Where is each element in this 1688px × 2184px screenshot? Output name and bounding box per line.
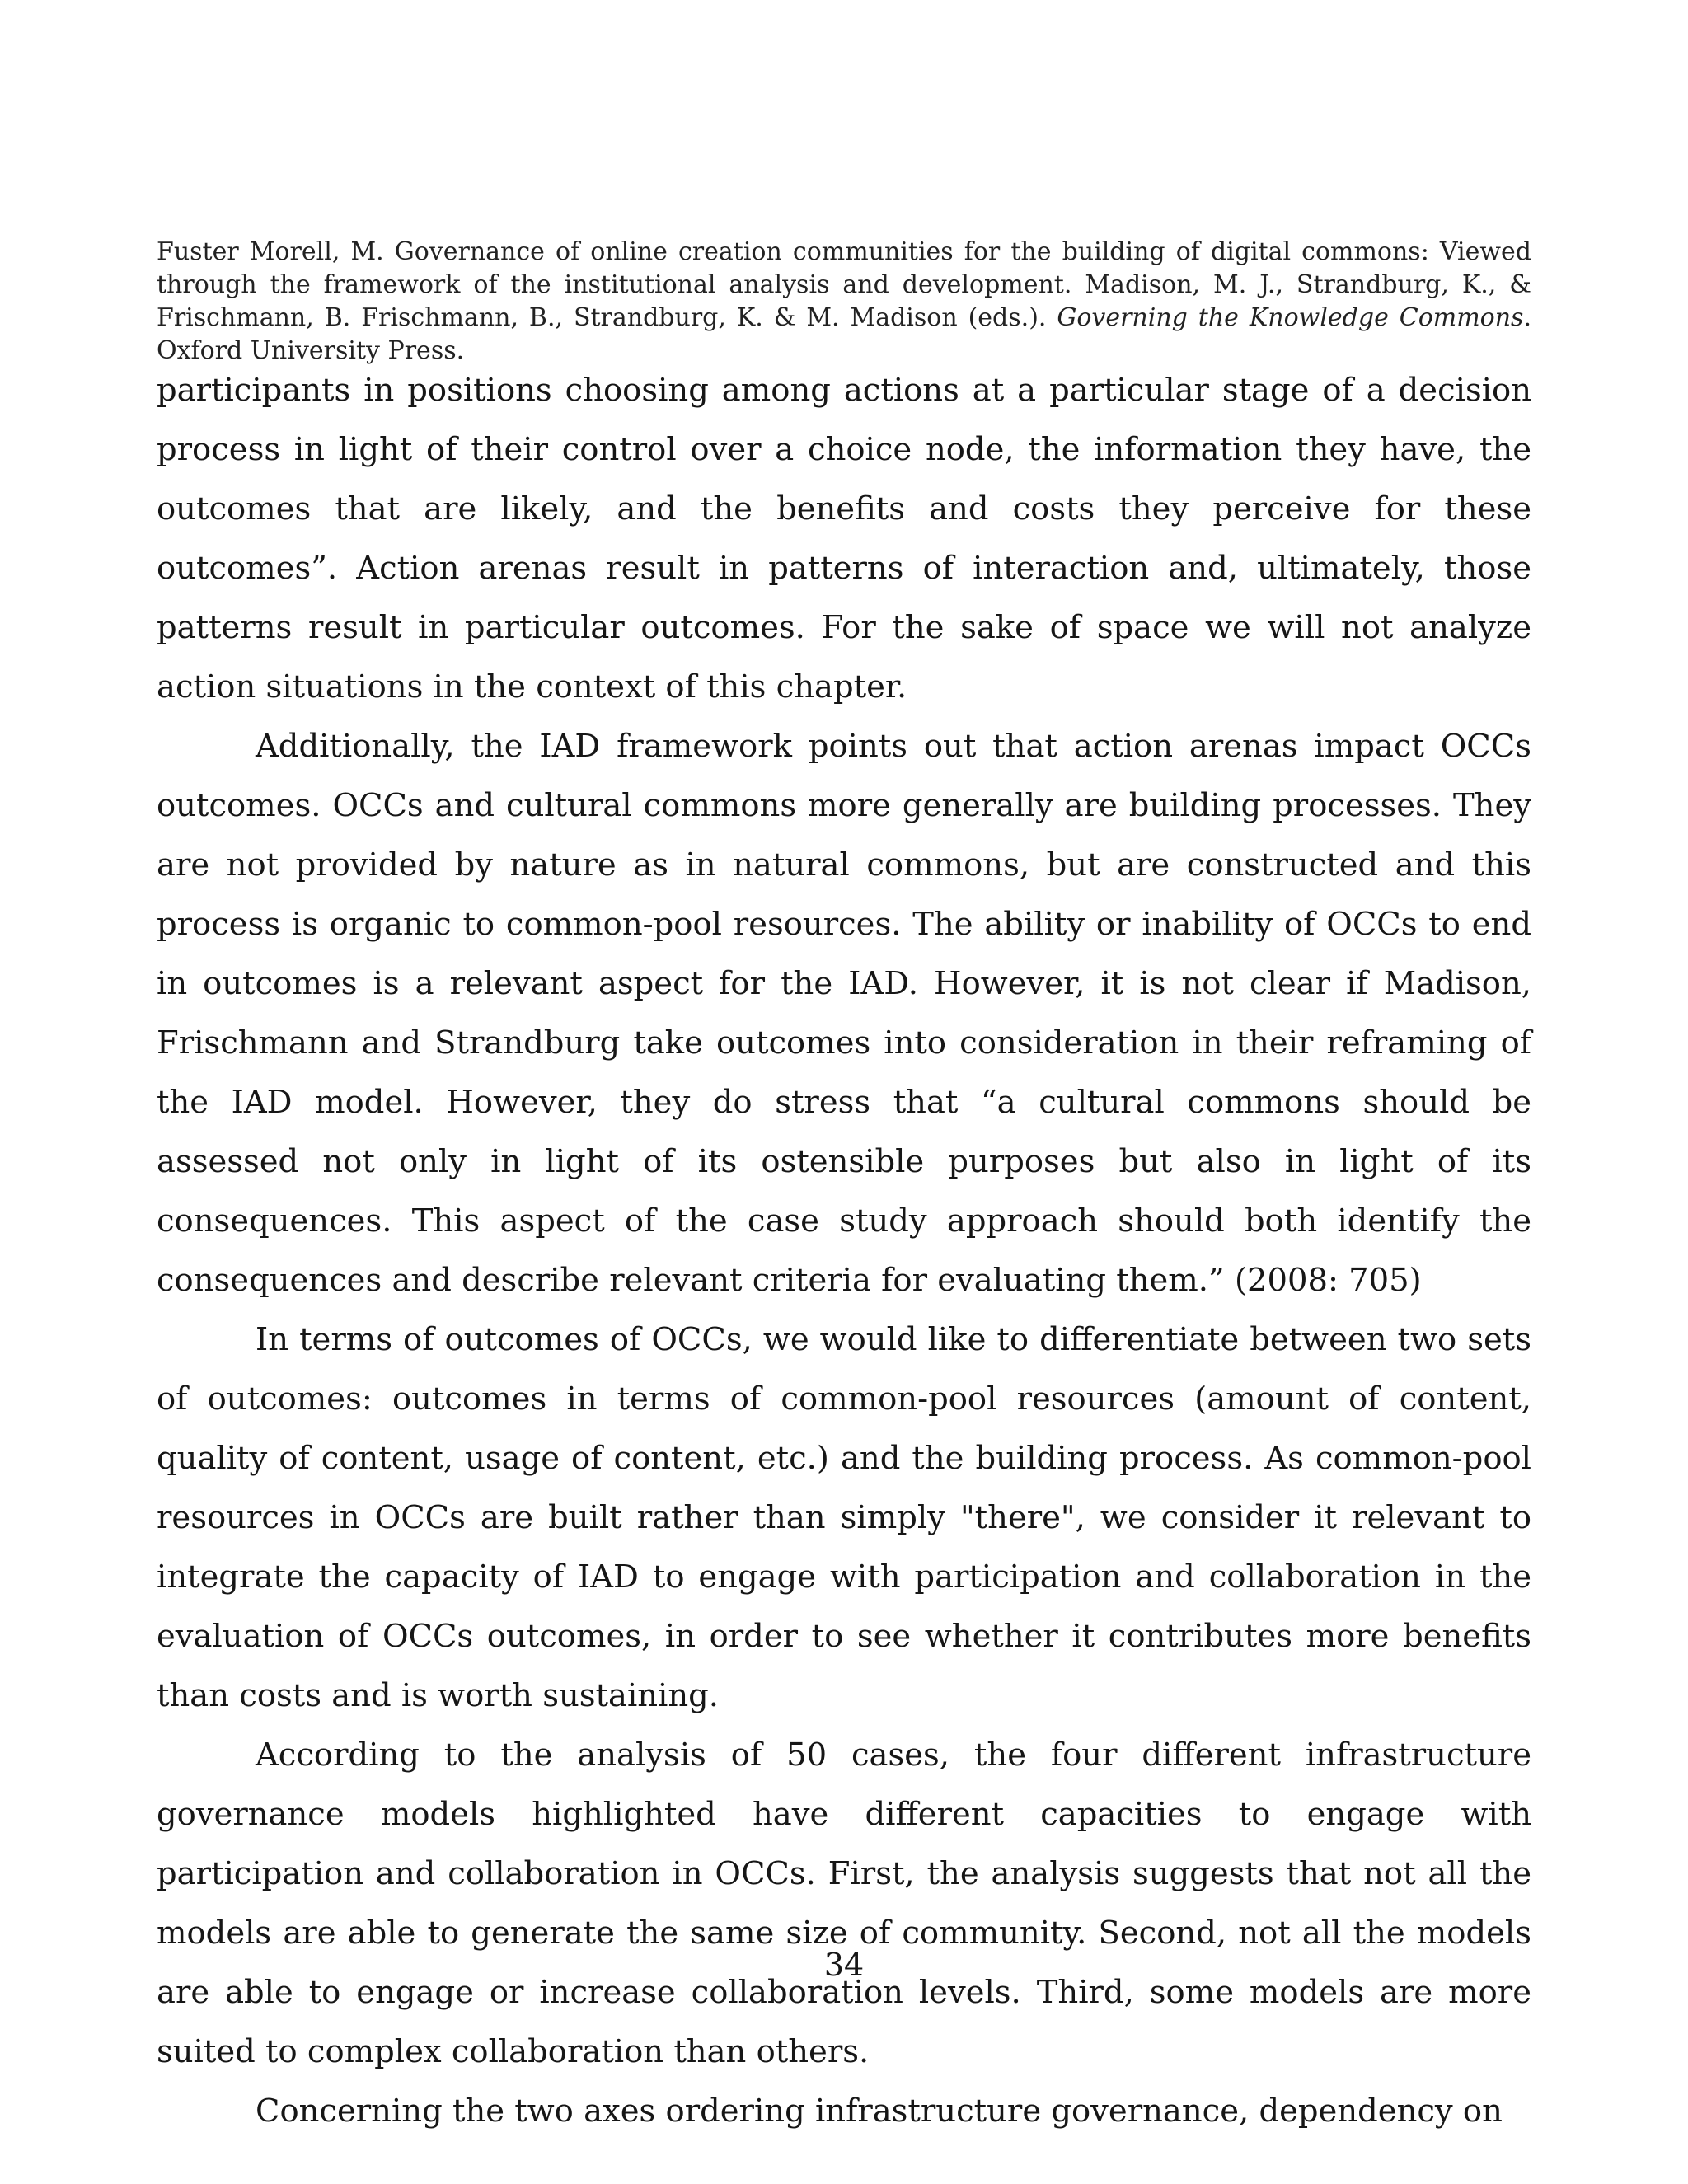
citation-header [157,236,1531,368]
paragraph-continuation: participants in positions choosing among actions at a particular stage of a decision process in light of their control over a choice node, the information they have, the outcomes that are likely, and the benefits and costs they perceive for these outcomes”. Action arenas result in patterns of interaction and, ultimately, those patterns result in particular outcomes. For the sake of space we will not analyze action situations in the context of this chapter. [157,372,1531,705]
body-text [157,361,1531,2141]
citation-book-title: Governing the Knowledge Commons [1057,303,1524,332]
paragraph-occ-outcomes: In terms of outcomes of OCCs, we would like to differentiate between two sets of outcomes: outcomes in terms of common-pool resources (amount of content, quality of content, usage of content, etc.) and the building process. As common-pool resources in OCCs are built rather than simply "there", we consider it relevant to integrate the capacity of IAD to engage with participation and collaboration in the evaluation of OCCs outcomes, in order to see whether it contributes more benefits than costs and is worth sustaining. [157,1321,1531,1714]
paragraph-governance-models: According to the analysis of 50 cases, the four different infrastructure governance models highlighted have different capacities to engage with participation and collaboration in OCCs. First, the analysis suggests that not all the models are able to generate the same size of community. Second, not all the models are able to engage or increase collaboration levels. Third, some models are more suited to complex collaboration than others. [157,1736,1531,2070]
citation-publisher: . Oxford University Press. [157,303,1531,365]
citation-text: Fuster Morell, M. Governance of online creation communities for the building of digital commons: Viewed through the framework of the institutional analysis and development. Madison, M. J., Strandburg, K., & Frischmann, B. Frischmann, B., Strandburg, K. & M. Madison (eds.). [157,237,1531,332]
paragraph-two-axes: Concerning the two axes ordering infrastructure governance, dependency on [256,2093,1503,2130]
page-number: 34 [823,1947,865,1983]
paragraph-iad-outcomes: Additionally, the IAD framework points out that action arenas impact OCCs outcomes. OCCs and cultural commons more generally are building processes. They are not provided by nature as in natural commons, but are constructed and this process is organic to common-pool resources. The ability or inability of OCCs to end in outcomes is a relevant aspect for the IAD. However, it is not clear if Madison, Frischmann and Strandburg take outcomes into consideration in their reframing of the IAD model. However, they do stress that “a cultural commons should be assessed not only in light of its ostensible purposes but also in light of its consequences. This aspect of the case study approach should both identify the consequences and describe relevant criteria for evaluating them.” (2008: 705) [157,728,1531,1299]
